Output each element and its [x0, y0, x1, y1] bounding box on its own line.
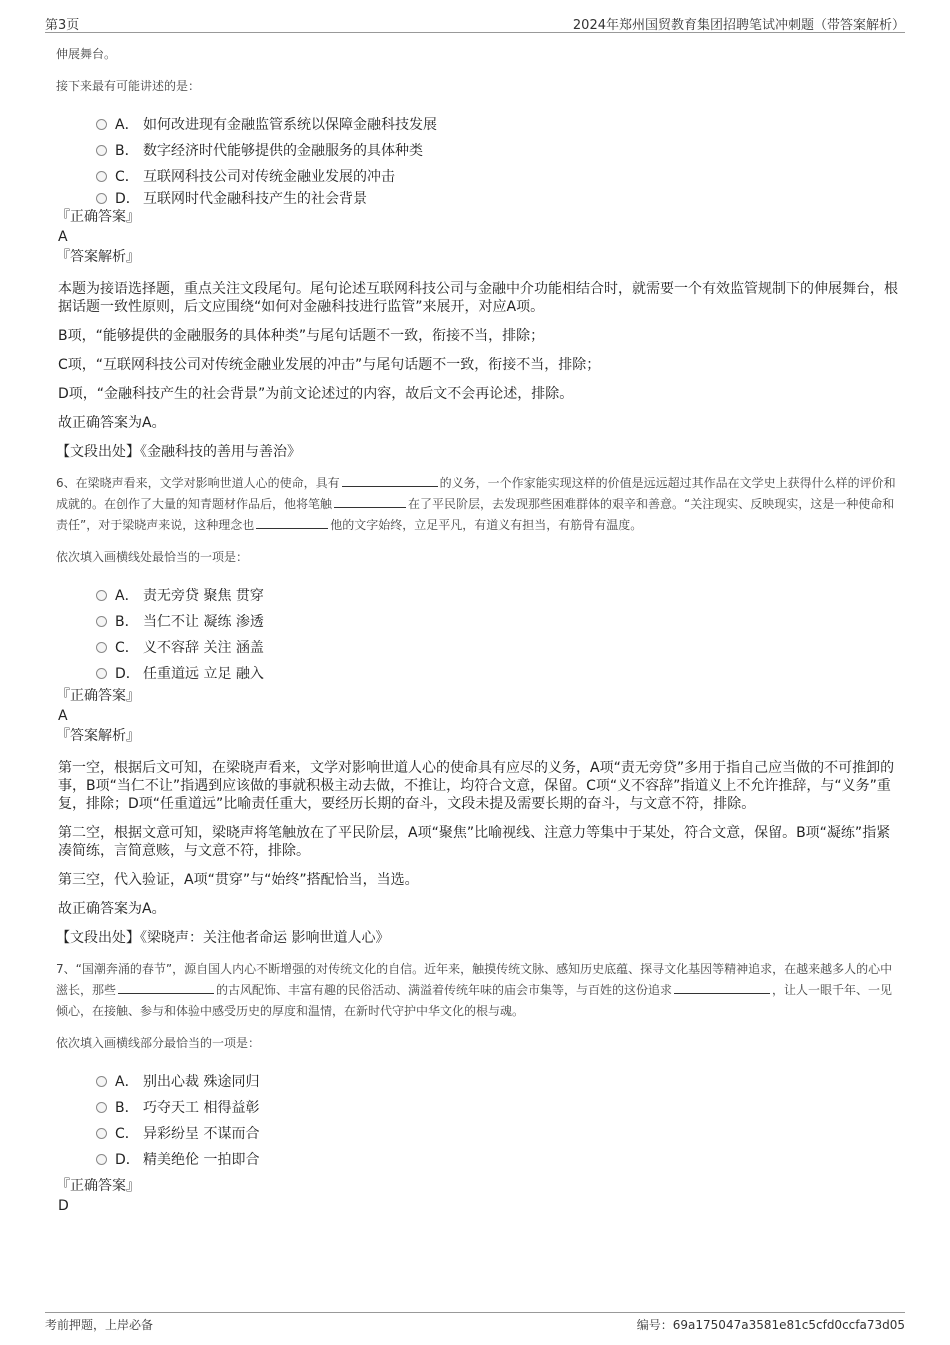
option-b[interactable]	[96, 608, 898, 634]
option-text: 任重道远 立足 融入	[143, 666, 264, 682]
footer-slogan: 考前押题，上岸必备	[45, 1318, 154, 1332]
q5-prompt: 接下来最有可能讲述的是：	[56, 79, 201, 93]
answer-label: 『正确答案』	[56, 209, 140, 225]
radio-icon[interactable]	[96, 590, 107, 601]
stem-text: 在了平民阶层，去发现那些困难群体的艰辛和善意。“关注现实、反映现实，这是一种使命和责任”，对于梁晓声来说，这种理念也	[56, 497, 895, 532]
option-text: 义不容辞 关注 涵盖	[143, 640, 264, 656]
option-text: 当仁不让 凝练 渗透	[143, 614, 264, 630]
q6-options	[96, 582, 898, 686]
page-content	[56, 44, 898, 1216]
analysis-paragraph: D项，“金融科技产生的社会背景”为前文论述过的内容，故后文不会再论述，排除。	[58, 386, 574, 402]
q7-stem	[56, 959, 898, 1022]
answer-label: 『正确答案』	[56, 688, 140, 704]
option-b[interactable]	[96, 1094, 898, 1120]
option-letter: D．	[115, 1152, 140, 1168]
option-c[interactable]	[96, 1120, 898, 1146]
analysis-paragraph: 第二空，根据文意可知，梁晓声将笔触放在了平民阶层，A项“聚焦”比喻视线、注意力等集中于某处，符合文意，保留。B项“凝练”指紧凑简练，言简意赅，与文意不符，排除。	[58, 825, 891, 859]
analysis-paragraph: 故正确答案为A。	[58, 415, 166, 431]
option-c[interactable]	[96, 163, 898, 189]
option-d[interactable]	[96, 660, 898, 686]
option-c[interactable]	[96, 634, 898, 660]
option-letter: C．	[115, 640, 139, 656]
option-text: 异彩纷呈 不谋而合	[143, 1126, 260, 1142]
option-letter: B．	[115, 614, 139, 630]
radio-icon[interactable]	[96, 171, 107, 182]
radio-icon[interactable]	[96, 193, 107, 204]
document-title: 2024年郑州国贸教育集团招聘笔试冲刺题（带答案解析）	[572, 18, 905, 33]
option-letter: B．	[115, 143, 139, 159]
analysis-label: 『答案解析』	[56, 249, 140, 265]
option-a[interactable]	[96, 582, 898, 608]
stem-text: 的义务，一个作家能实现这样的价值是远远超过其作品在文学史上获得什么样的评价和成就的。在创作了大量的知青题材作品后，他将笔触	[56, 476, 896, 511]
document-code	[637, 1316, 905, 1333]
option-letter: A．	[115, 588, 139, 604]
option-letter: A．	[115, 117, 139, 133]
source-citation: 【文段出处】《梁晓声：关注他者命运 影响世道人心》	[56, 930, 390, 946]
fill-blank	[256, 516, 328, 529]
answer-value: A	[58, 708, 68, 724]
answer-label: 『正确答案』	[56, 1178, 140, 1194]
fill-blank	[118, 981, 214, 994]
radio-icon[interactable]	[96, 668, 107, 679]
option-text: 互联网时代金融科技产生的社会背景	[143, 191, 367, 207]
q7-options	[96, 1068, 898, 1172]
answer-value: D	[58, 1198, 69, 1214]
stem-text: ，让人一眼千年、一见倾心，在接触、参与和体验中感受历史的厚度和温情，在新时代守护中华文化的根与魂。	[56, 983, 893, 1018]
stem-text: 的古风配饰、丰富有趣的民俗活动、满溢着传统年味的庙会市集等，与百姓的这份追求	[216, 983, 673, 997]
analysis-label: 『答案解析』	[56, 728, 140, 744]
option-d[interactable]	[96, 1146, 898, 1172]
radio-icon[interactable]	[96, 1154, 107, 1165]
radio-icon[interactable]	[96, 119, 107, 130]
analysis-paragraph: 第一空，根据后文可知，在梁晓声看来，文学对影响世道人心的使命具有应尽的义务，A项“责无旁贷”多用于指自己应当做的不可推卸的事，B项“当仁不让”指遇到应该做的事就积极主动去做，不推让，均符合文意，保留。C项“义不容辞”指道义上不允许推辞，与“义务”重复，排除；D项“任重道远”比喻责任重大，要经历长期的奋斗，文段未提及需要长期的奋斗，与文意不符，排除。	[58, 760, 895, 812]
option-a[interactable]	[96, 1068, 898, 1094]
stem-text: 6、在梁晓声看来，文学对影响世道人心的使命，具有	[56, 476, 340, 490]
radio-icon[interactable]	[96, 1076, 107, 1087]
radio-icon[interactable]	[96, 642, 107, 653]
q5-options	[96, 111, 898, 207]
q6-stem	[56, 473, 898, 536]
option-b[interactable]	[96, 137, 898, 163]
option-letter: B．	[115, 1100, 139, 1116]
option-letter: A．	[115, 1074, 139, 1090]
answer-value: A	[58, 229, 68, 245]
analysis-paragraph: 本题为接语选择题，重点关注文段尾句。尾句论述互联网科技公司与金融中介功能相结合时，就需要一个有效监管规制下的伸展舞台，根据话题一致性原则，后文应围绕“如何对金融科技进行监管”来展开，对应A项。	[58, 281, 898, 315]
option-text: 责无旁贷 聚焦 贯穿	[143, 588, 264, 604]
radio-icon[interactable]	[96, 1102, 107, 1113]
code-value: 69a175047a3581e81c5cfd0ccfa73d05	[672, 1318, 905, 1332]
source-citation: 【文段出处】《金融科技的善用与善治》	[56, 444, 301, 460]
option-text: 巧夺天工 相得益彰	[143, 1100, 260, 1116]
analysis-paragraph: 第三空，代入验证，A项“贯穿”与“始终”搭配恰当，当选。	[58, 872, 419, 888]
analysis-paragraph: C项，“互联网科技公司对传统金融业发展的冲击”与尾句话题不一致，衔接不当，排除；	[58, 357, 601, 373]
page-header	[45, 0, 905, 33]
option-text: 精美绝伦 一拍即合	[143, 1152, 260, 1168]
code-label: 编号：	[636, 1318, 673, 1332]
radio-icon[interactable]	[96, 616, 107, 627]
option-letter: D．	[115, 666, 140, 682]
analysis-paragraph: 故正确答案为A。	[58, 901, 166, 917]
q6-prompt: 依次填入画横线处最恰当的一项是：	[56, 550, 249, 564]
option-text: 数字经济时代能够提供的金融服务的具体种类	[143, 143, 423, 159]
option-letter: C．	[115, 169, 139, 185]
radio-icon[interactable]	[96, 145, 107, 156]
page-number: 第3页	[45, 18, 80, 33]
stem-text: 他的文字始终，立足平凡，有道义有担当，有筋骨有温度。	[330, 518, 643, 532]
radio-icon[interactable]	[96, 1128, 107, 1139]
q5-tail: 伸展舞台。	[56, 47, 117, 61]
fill-blank	[674, 981, 770, 994]
page-footer	[45, 1312, 905, 1345]
option-text: 互联网科技公司对传统金融业发展的冲击	[143, 169, 395, 185]
fill-blank	[334, 495, 406, 508]
option-text: 如何改进现有金融监管系统以保障金融科技发展	[143, 117, 437, 133]
option-text: 别出心裁 殊途同归	[143, 1074, 260, 1090]
q7-prompt: 依次填入画横线部分最恰当的一项是：	[56, 1036, 261, 1050]
option-letter: C．	[115, 1126, 139, 1142]
stem-text: 7、“国潮奔涌的春节”，源自国人内心不断增强的对传统文化的自信。近年来，触摸传统文脉、感知历史底蕴、探寻文化基因等精神追求，在越来越多人的心中滋长，那些	[56, 962, 893, 997]
fill-blank	[342, 474, 438, 487]
option-letter: D．	[115, 191, 140, 207]
analysis-paragraph: B项，“能够提供的金融服务的具体种类”与尾句话题不一致，衔接不当，排除；	[58, 328, 545, 344]
option-a[interactable]	[96, 111, 898, 137]
option-d[interactable]	[96, 189, 898, 207]
